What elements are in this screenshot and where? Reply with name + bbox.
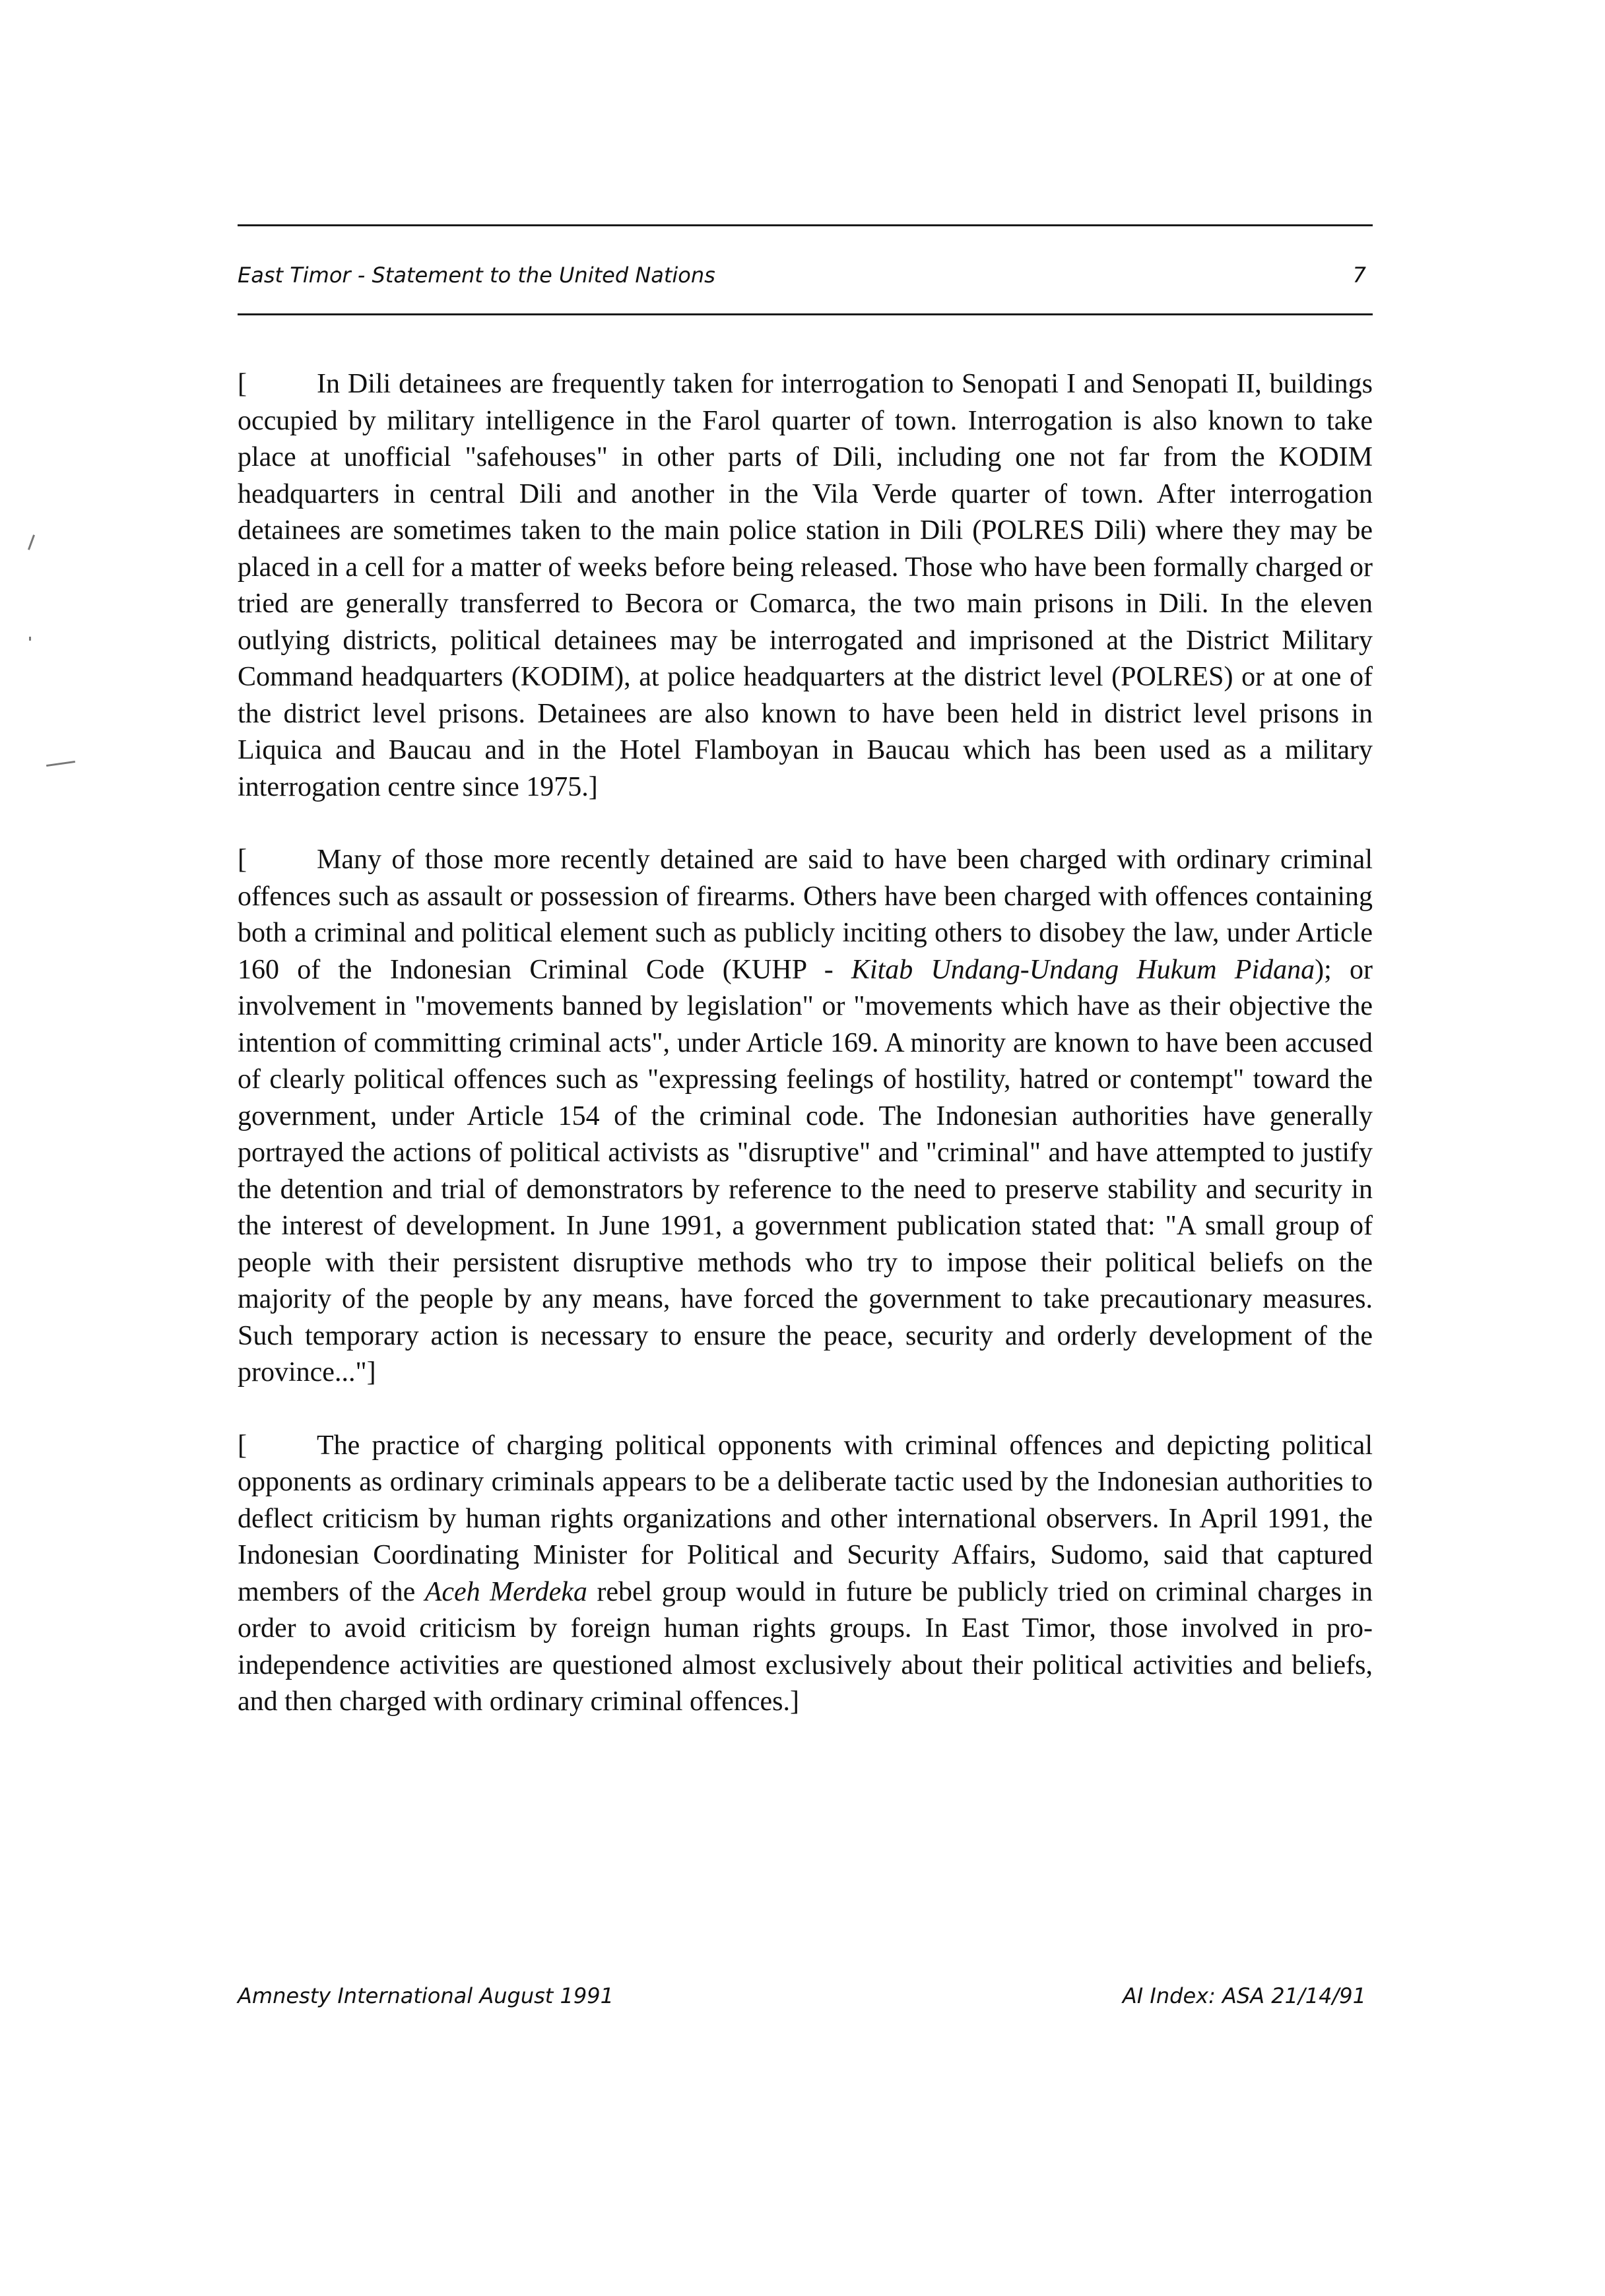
open-bracket: [ bbox=[238, 845, 247, 875]
footer-ai-index: AI Index: ASA 21/14/91 bbox=[1122, 1983, 1366, 2008]
scan-mark bbox=[46, 761, 75, 767]
footer-publisher-date: Amnesty International August 1991 bbox=[238, 1983, 614, 2008]
document-title: East Timor - Statement to the United Nations bbox=[238, 263, 715, 288]
paragraph-text-continued: rebel group would in future be publicly tried on criminal charges in order to avoid criticism by foreign human rights groups. In East Timor, those involved in pro-independence activities are questioned almost exclusively about their political activities and beliefs, and then charged with ordinary criminal offences.] bbox=[238, 1576, 1373, 1717]
page-footer bbox=[238, 1979, 1373, 2012]
open-bracket: [ bbox=[238, 1430, 247, 1461]
scan-mark bbox=[28, 534, 35, 550]
body-text bbox=[238, 366, 1373, 1757]
paragraph-text: In Dili detainees are frequently taken for interrogation to Senopati I and Senopati II, buildings occupied by military intelligence in the Farol quarter of town. Interrogation is also known to take place at unofficial "safehouses" in other parts of Dili, including one not far from the KODIM headquarters in central Dili and another in the Vila Verde quarter of town. After interrogation detainees are sometimes taken to the main police station in Dili (POLRES Dili) where they may be placed in a cell for a matter of weeks before being released. Those who have been formally charged or tried are generally transferred to Becora or Comarca, the two main prisons in Dili. In the eleven outlying districts, political detainees may be interrogated and imprisoned at the District Military Command headquarters (KODIM), at police headquarters at the district level (POLRES) or at one of the district level prisons. Detainees are also known to have been held in district level prisons in Liquica and Baucau and in the Hotel Flamboyan in Baucau which has been used as a military interrogation centre since 1975.] bbox=[238, 369, 1373, 802]
header-bottom-rule bbox=[238, 313, 1373, 315]
header-top-rule bbox=[238, 224, 1373, 226]
running-header bbox=[238, 259, 1373, 292]
italic-term: Kitab Undang-Undang Hukum Pidana bbox=[851, 954, 1315, 985]
paragraph-detention-locations bbox=[238, 366, 1373, 806]
paragraph-text-continued: ); or involvement in "movements banned by legislation" or "movements which have as their objective the intention of committing criminal acts", under Article 169. A minority are known to have been accused of clearly political offences such as "expressing feelings of hostility, hatred or contempt" toward the government, under Article 154 of the criminal code. The Indonesian authorities have generally portrayed the actions of political activists as "disruptive" and "criminal" and have attempted to justify the detention and trial of demonstrators by reference to the need to preserve stability and security in the interest of development. In June 1991, a government publication stated that: "A small group of people with their persistent disruptive methods who try to impose their political beliefs on the majority of the people by any means, have forced the government to take precautionary measures. Such temporary action is necessary to ensure the peace, security and orderly development of the province..."] bbox=[238, 954, 1373, 1387]
page-number: 7 bbox=[1352, 263, 1366, 288]
italic-term: Aceh Merdeka bbox=[424, 1576, 587, 1607]
paragraph-text: The practice of charging political opponents with criminal offences and depicting political opponents as ordinary criminals appears to be a deliberate tactic used by the Indonesian authorities to deflect criticism by human rights organizations and other international observers. In April 1991, the Indonesian Coordinating Minister for Political and Security Affairs, Sudomo, said that captured members of the bbox=[238, 1430, 1373, 1607]
scan-mark bbox=[29, 637, 31, 641]
paragraph-deliberate-tactic bbox=[238, 1428, 1373, 1721]
paragraph-text: Many of those more recently detained are said to have been charged with ordinary criminal offences such as assault or possession of firearms. Others have been charged with offences containing both a criminal and political element such as publicly inciting others to disobey the law, under Article 160 of the Indonesian Criminal Code (KUHP - bbox=[238, 845, 1373, 985]
paragraph-criminal-charges bbox=[238, 842, 1373, 1391]
open-bracket: [ bbox=[238, 369, 247, 399]
